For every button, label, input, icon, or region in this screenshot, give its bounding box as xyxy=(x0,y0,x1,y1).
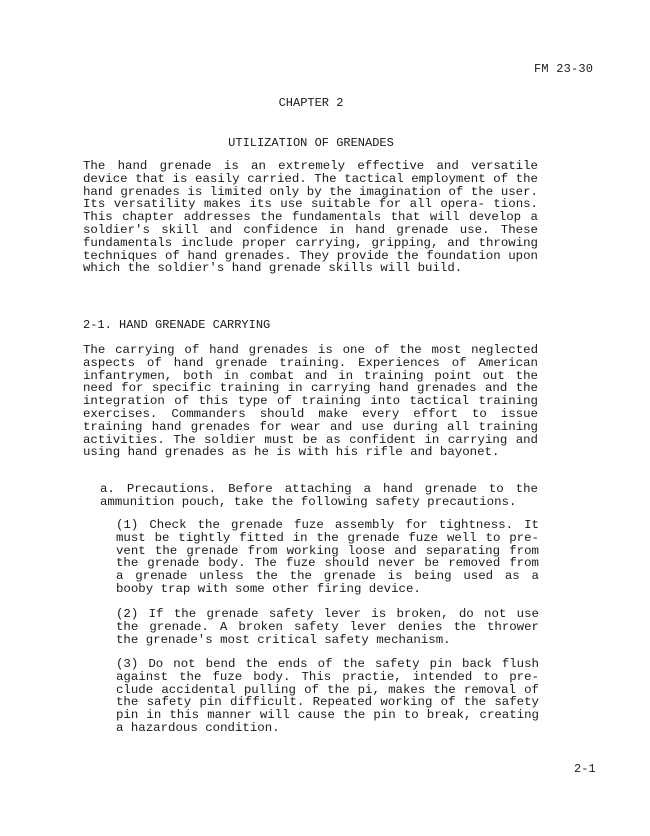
precaution-item-1: (1) Check the grenade fuze assembly for tightness. It must be tightly fitted in the grenade fuze well to pre- vent the grenade from working loose and separating from the grenade body. The fuze should never be removed from a grenade unless the the grenade is being used as a booby trap with some other firing device. xyxy=(116,518,539,596)
field-manual-code: FM 23-30 xyxy=(534,62,594,76)
chapter-subtitle: UTILIZATION OF GRENADES xyxy=(228,136,394,150)
precautions-paragraph: a. Precautions. Before attaching a hand grenade to the ammunition pouch, take the following safety precautions. xyxy=(100,482,538,509)
chapter-title: CHAPTER 2 xyxy=(278,96,344,110)
page-number: 2-1 xyxy=(574,762,596,776)
intro-paragraph: The hand grenade is an extremely effective and versatile device that is easily carried. The tactical employment of the hand grenades is limited only by the imagination of the user. Its versatility makes its use suitable for all opera- tions. This chapter addresses the fundamentals that will develop a soldier's skill and confidence in hand grenade use. These fundamentals include proper carrying, gripping, and throwing techniques of hand grenades. They provide the foundation upon which the soldier's hand grenade skills will build. xyxy=(83,159,538,276)
section-heading: 2-1. HAND GRENADE CARRYING xyxy=(83,318,271,332)
section-body-paragraph: The carrying of hand grenades is one of the most neglected aspects of hand grenade training. Experiences of American infantrymen, both in combat and in training point out the need for specific training in carrying hand grenades and the integration of this type of training into tactical training exercises. Commanders should make every effort to issue training hand grenades for wear and use during all training activities. The soldier must be as confident in carrying and using hand grenades as he is with his rifle and bayonet. xyxy=(83,343,538,460)
precaution-item-2: (2) If the grenade safety lever is broken, do not use the grenade. A broken safety lever denies the thrower the grenade's most critical safety mechanism. xyxy=(116,607,539,647)
precaution-item-3: (3) Do not bend the ends of the safety pin back flush against the fuze body. This practie, intended to pre- clude accidental pulling of the pi, makes the removal of the safety pin difficult. Repeated working of the safety pin in this manner will cause the pin to break, creating a hazardous condition. xyxy=(116,657,539,735)
